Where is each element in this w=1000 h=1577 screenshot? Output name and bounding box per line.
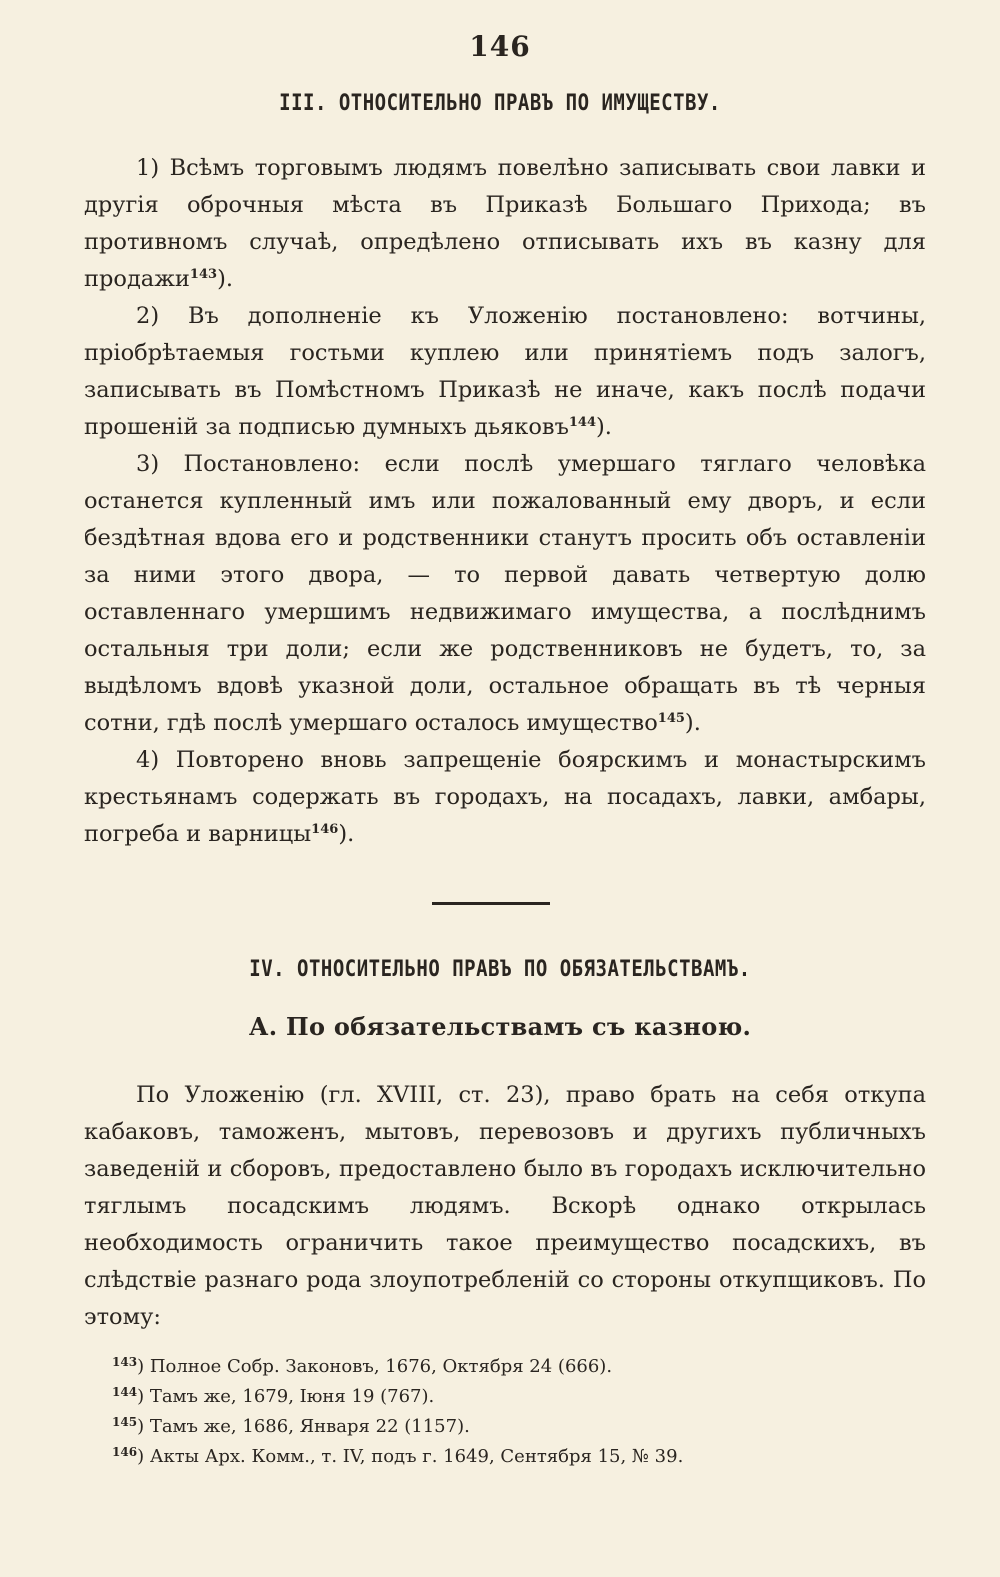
footnote-ref-143: 143: [189, 267, 218, 282]
paragraph-2: 2) Въ дополненіе къ Уложенію постановлено: вотчины, пріобрѣтаемыя гостьми куплею или принятіемъ подъ залогъ, записывать въ Помѣстномъ Приказѣ не иначе, какъ послѣ подачи прошеній за подписью думныхъ дьяковъ$^{144}$).: [84, 303, 926, 440]
section-heading-property-rights: III. ОТНОСИТЕЛЬНО ПРАВЪ ПО ИМУЩЕСТВУ.: [279, 90, 721, 116]
footnote-ref-145: 145: [657, 711, 685, 726]
footnote-143: $^{143}$) Полное Собр. Законовъ, 1676, Октября 24 (666).: [112, 1355, 613, 1377]
section-divider: [432, 902, 550, 905]
footnote-ref-144: 144: [568, 415, 597, 430]
paragraph-treasury: По Уложенію (гл. XVIII, ст. 23), право брать на себя откупа кабаковъ, таможенъ, мытовъ, перевозовъ и другихъ публичныхъ заведеній и сборовъ, предоставлено было въ городахъ исключительно тяглымъ посадскимъ людямъ. Вскорѣ однако открылась необходимость ограничить такое преимущество посадскихъ, въ слѣдствіе разнаго рода злоупотребленій со стороны откупщиковъ. По этому:: [84, 1082, 926, 1330]
page-number: 146: [469, 30, 531, 63]
footnote-146: $^{146}$) Акты Арх. Комм., т. IV, подъ г. 1649, Сентября 15, № 39.: [112, 1445, 684, 1467]
footnote-ref-146: 146: [311, 822, 339, 837]
footnote-144: $^{144}$) Тамъ же, 1679, Іюня 19 (767).: [112, 1385, 435, 1407]
section-4-body: [84, 1077, 926, 1336]
footnotes: [112, 1352, 912, 1472]
paragraph-3: 3) Постановлено: если послѣ умершаго тяглаго человѣка останется купленный имъ или пожалованный ему дворъ, и если бездѣтная вдова его и родственники станутъ просить объ оставленіи за ними этого двора, — то первой давать четвертую долю оставленнаго умершимъ недвижимаго имущества, а послѣднимъ остальныя три доли; если же родственниковъ не будетъ, то, за выдѣломъ вдовѣ указной доли, остальное обращать въ тѣ черныя сотни, гдѣ послѣ умершаго осталось имущество$^{145}$).: [84, 451, 926, 736]
section-3-body: [84, 150, 926, 853]
paragraph-4: 4) Повторено вновь запрещеніе боярскимъ и монастырскимъ крестьянамъ содержать въ городахъ, на посадахъ, лавки, амбары, погреба и варницы$^{146}$).: [84, 747, 926, 847]
paragraph-1: 1) Всѣмъ торговымъ людямъ повелѣно записывать свои лавки и другія оброчныя мѣста въ Приказѣ Большаго Прихода; въ противномъ случаѣ, опредѣлено отписывать ихъ въ казну для продажи$^{143}$).: [84, 155, 926, 292]
footnote-145: $^{145}$) Тамъ же, 1686, Января 22 (1157).: [112, 1415, 470, 1437]
subsection-heading-treasury: А. По обязательствамъ съ казною.: [248, 1012, 752, 1041]
section-heading-obligations: IV. ОТНОСИТЕЛЬНО ПРАВЪ ПО ОБЯЗАТЕЛЬСТВАМЪ.: [249, 956, 751, 982]
